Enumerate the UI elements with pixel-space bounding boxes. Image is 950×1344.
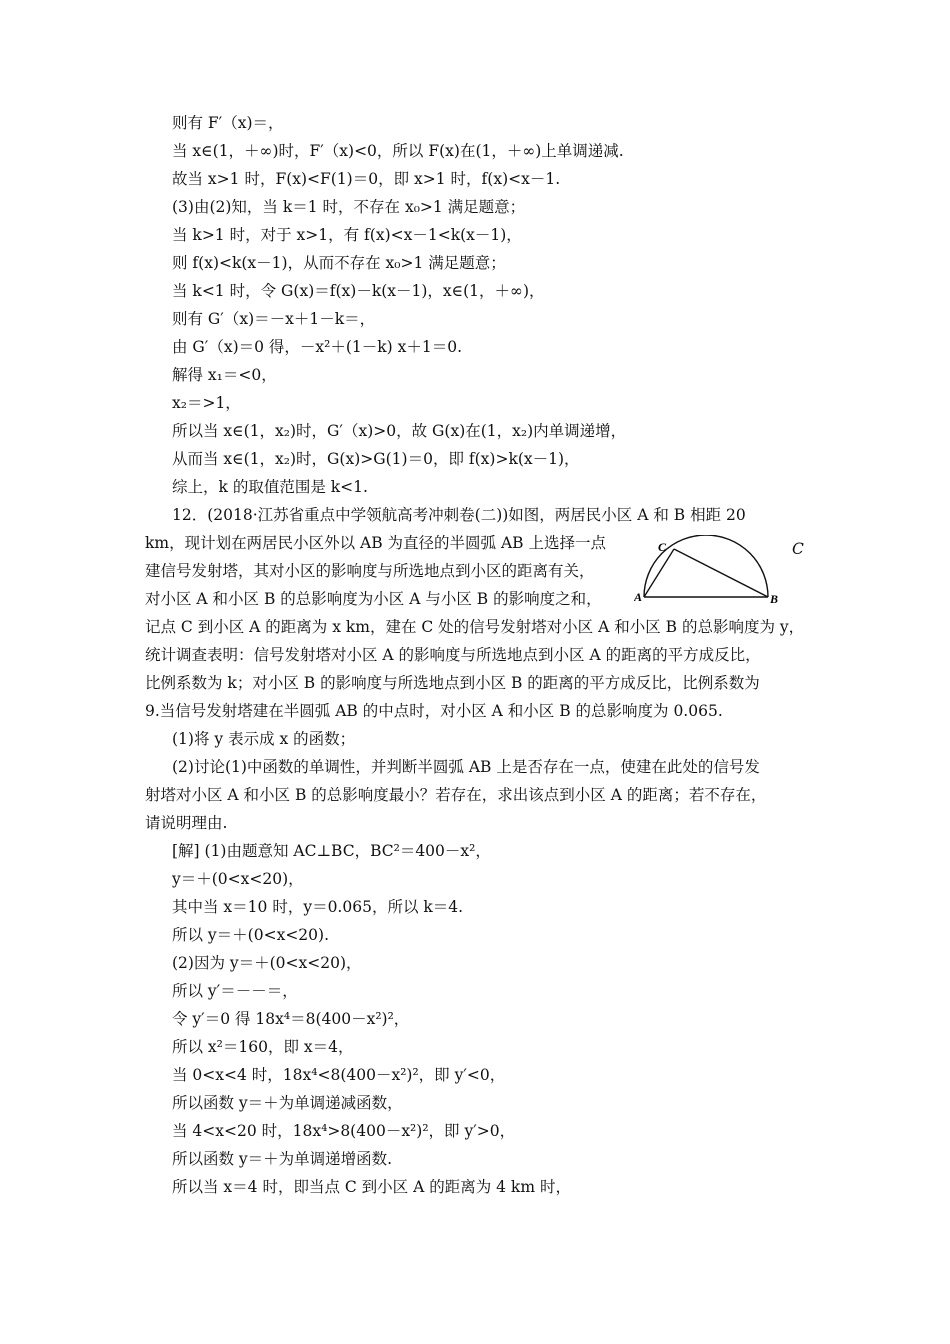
text-line: 所以当 x＝4 时，即当点 C 到小区 A 的距离为 4 km 时，: [172, 1178, 571, 1196]
text-line: 从而当 x∈(1，x₂)时，G(x)>G(1)＝0，即 f(x)>k(x－1)，: [172, 450, 580, 468]
text-line: [解] (1)由题意知 AC⊥BC，BC²＝400－x²，: [172, 842, 491, 860]
text-line: 所以 y＝＋(0<x<20).: [172, 926, 330, 944]
text-line: (2)因为 y＝＋(0<x<20)，: [172, 954, 362, 972]
text-line: x₂＝>1，: [172, 394, 241, 412]
text-line: 当 k>1 时，对于 x>1，有 f(x)<x－1<k(x－1)，: [172, 226, 522, 244]
text-line: 记点 C 到小区 A 的距离为 x km，建在 C 处的信号发射塔对小区 A 和小区 B 的总影响度为 y，: [145, 618, 805, 636]
semicircle-figure: [634, 535, 784, 605]
text-line: 射塔对小区 A 和小区 B 的总影响度最小？若存在，求出该点到小区 A 的距离；若不存在，: [145, 786, 767, 804]
text-line: 所以 y′＝－－＝，: [172, 982, 298, 1000]
text-line: 比例系数为 k；对小区 B 的影响度与所选地点到小区 B 的距离的平方成反比，比例系数为: [145, 674, 760, 692]
text-line: 9.当信号发射塔建在半圆弧 AB 的中点时，对小区 A 和小区 B 的总影响度为 0.065.: [145, 702, 723, 720]
text-line: 则有 G′（x)＝－x＋1－k＝，: [172, 310, 376, 328]
text-line: 解得 x₁＝<0，: [172, 366, 277, 384]
text-line: 请说明理由.: [145, 814, 228, 832]
text-line: 12．(2018·江苏省重点中学领航高考冲刺卷(二))如图，两居民小区 A 和 B 相距 20: [172, 506, 746, 524]
label-b: B: [770, 592, 779, 605]
label-a: A: [634, 590, 643, 604]
text-line: 所以 x²＝160，即 x＝4，: [172, 1038, 354, 1056]
text-line: 由 G′（x)＝0 得，－x²＋(1－k) x＋1＝0.: [172, 338, 463, 356]
text-line: 所以函数 y＝＋为单调递增函数.: [172, 1150, 393, 1168]
text-line: 对小区 A 和小区 B 的总影响度为小区 A 与小区 B 的影响度之和，: [145, 590, 602, 608]
text-line: (2)讨论(1)中函数的单调性，并判断半圆弧 AB 上是否存在一点，使建在此处的信号发: [172, 758, 760, 776]
text-line: 当 k<1 时，令 G(x)＝f(x)－k(x－1)，x∈(1，＋∞)，: [172, 282, 545, 300]
text-line: 故当 x>1 时，F(x)<F(1)＝0，即 x>1 时，f(x)<x－1.: [172, 170, 561, 188]
text-line: 当 4<x<20 时，18x⁴>8(400－x²)²，即 y′>0，: [172, 1122, 516, 1140]
text-line: 当 x∈(1，＋∞)时，F′（x)<0，所以 F(x)在(1，＋∞)上单调递减.: [172, 142, 624, 160]
text-line: 则有 F′（x)＝，: [172, 114, 284, 132]
chord-cb: [674, 549, 768, 597]
text-line: (1)将 y 表示成 x 的函数；: [172, 730, 356, 748]
text-line: y＝＋(0<x<20)，: [172, 870, 304, 888]
text-line: 令 y′＝0 得 18x⁴＝8(400－x²)²，: [172, 1010, 410, 1028]
text-line: 所以当 x∈(1，x₂)时，G′（x)>0，故 G(x)在(1，x₂)内单调递增，: [172, 422, 627, 440]
label-c: C: [658, 540, 667, 554]
text-line: 则 f(x)<k(x－1)，从而不存在 x₀>1 满足题意；: [172, 254, 506, 272]
text-line: (3)由(2)知，当 k＝1 时，不存在 x₀>1 满足题意；: [172, 198, 526, 216]
text-line: 综上，k 的取值范围是 k<1.: [172, 478, 368, 496]
text-line: 所以函数 y＝＋为单调递减函数，: [172, 1094, 403, 1112]
text-line: 其中当 x＝10 时，y＝0.065，所以 k＝4.: [172, 898, 464, 916]
stray-label-c: C: [792, 540, 804, 558]
text-line: 建信号发射塔，其对小区的影响度与所选地点到小区的距离有关，: [145, 562, 595, 580]
text-line: 统计调查表明：信号发射塔对小区 A 的影响度与所选地点到小区 A 的距离的平方成反比，: [145, 646, 761, 664]
text-line: km，现计划在两居民小区外以 AB 为直径的半圆弧 AB 上选择一点: [145, 534, 606, 552]
text-line: 当 0<x<4 时，18x⁴<8(400－x²)²，即 y′<0，: [172, 1066, 506, 1084]
